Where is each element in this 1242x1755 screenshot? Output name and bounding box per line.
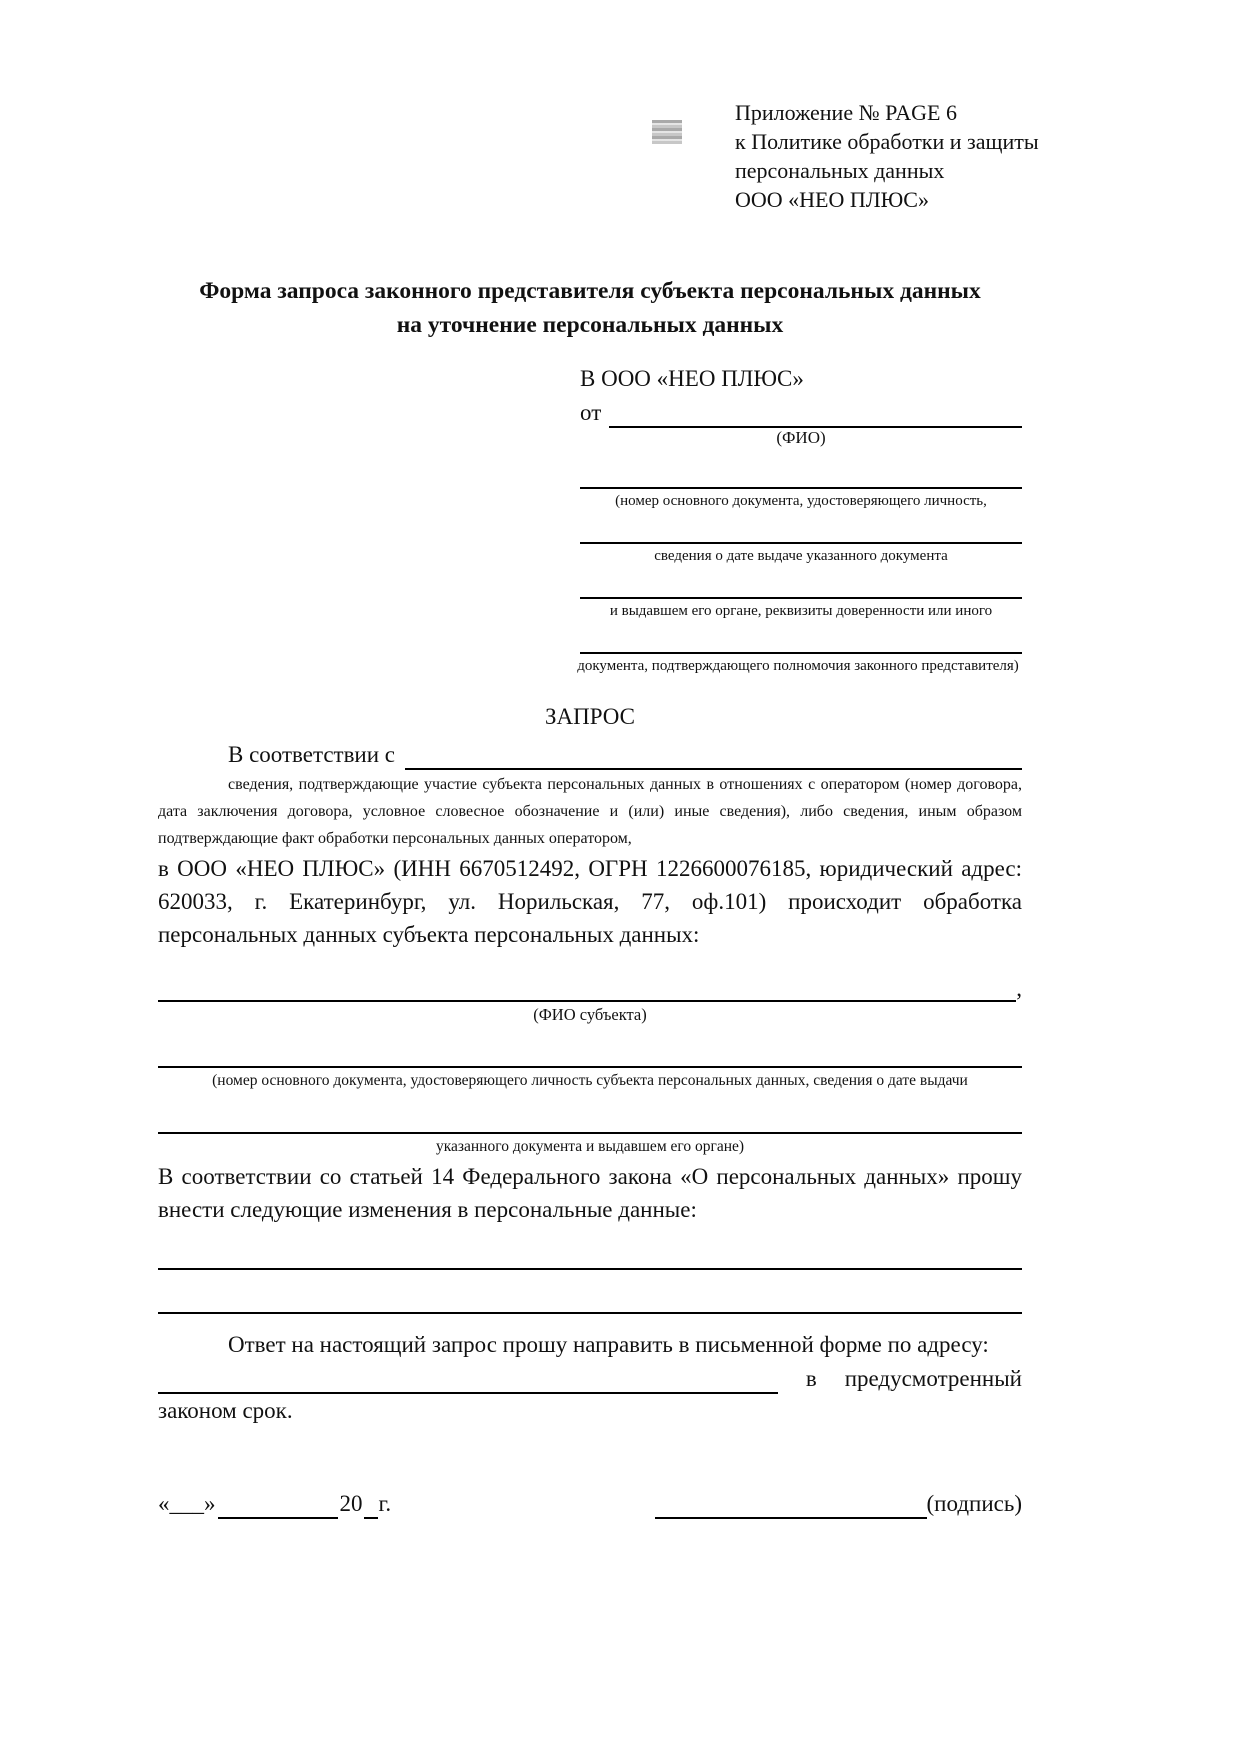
blank-line-subject-fio [158,972,1016,1002]
from-label: от [580,400,602,425]
reply-tail: законом срок. [158,1398,293,1423]
blank-line-changes-1 [158,1240,1022,1270]
request-heading: ЗАПРОС [544,704,636,729]
addressee-block [577,364,1022,675]
subject-fio-caption: (ФИО субъекта) [533,1005,647,1024]
appendix-line: Приложение № PAGE 6 [735,100,957,125]
reply-word-in: в [805,1366,817,1391]
subject-doc-caption-2: указанного документа и выдавшем его органе) [435,1138,745,1155]
doc-caption-3: и выдавшем его органе, реквизиты доверенности или иного [609,603,993,619]
signature-field [655,1489,1022,1519]
blank-line-basis [405,737,1022,770]
doc-field-1 [580,464,1022,510]
basis-label: В соответствии с [228,742,396,767]
policy-line-2: персональных данных [735,158,945,183]
blank-line-signature [655,1491,927,1519]
from-field [580,394,1022,428]
blank-line [580,519,1022,544]
doc-field-4 [577,629,1022,675]
org-name: ООО «НЕО ПЛЮС» [735,187,929,212]
basis-field [158,737,1022,770]
basis-footnote: сведения, подтверждающие участие субъекта персональных данных в отношениях с оператором (номер договора, дата заключения договора, условное словесное обозначение и (или) иные сведения), либо сведения, иным образом подтверждающие факт обработки персональных данных оператором, [158,776,1022,847]
operator-paragraph: в ООО «НЕО ПЛЮС» (ИНН 6670512492, ОГРН 1226600076185, юридический адрес: 620033, г. Екатеринбург, ул. Норильская, 77, оф.101) происходит обработка персональных данных субъекта персональных данных: [158,856,1022,947]
blank-line-year [364,1491,378,1519]
page-header [158,98,1039,216]
reply-address-field [158,1361,1022,1394]
blank-line-fio [609,394,1022,428]
blank-line-subject-doc-2 [158,1106,1022,1134]
subject-comma: , [1016,976,1022,1001]
policy-line-1: к Политике обработки и защиты [735,129,1039,154]
reply-paragraph: Ответ на настоящий запрос прошу направить в письменной форме по адресу: [228,1332,989,1357]
subject-doc-caption-1: (номер основного документа, удостоверяющего личность субъекта персональных данных, сведения о дате выдачи [212,1072,968,1089]
embedded-object-icon [652,120,682,144]
subject-fio-field [158,972,1022,1002]
document-title [158,274,1022,342]
blank-line [580,629,1022,654]
law-paragraph: В соответствии со статьей 14 Федерального закона «О персональных данных» прошу внести следующие изменения в персональные данные: [158,1164,1022,1222]
title-line-2: на уточнение персональных данных [396,312,784,338]
signature-caption: (подпись) [926,1491,1022,1516]
date-quoted: «___» [158,1491,216,1516]
doc-field-2 [580,519,1022,565]
signature-row [158,1489,1022,1519]
year-prefix: 20 [339,1491,363,1516]
doc-caption-4: документа, подтверждающего полномочия законного представителя) [577,658,1019,674]
blank-line-changes-2 [158,1270,1022,1314]
blank-line-address [158,1361,778,1394]
year-suffix: г. [378,1491,392,1516]
date-field [158,1489,391,1519]
blank-line-subject-doc-1 [158,1040,1022,1068]
blank-line-month [218,1491,338,1519]
doc-field-3 [580,574,1022,620]
reply-word-term: предусмотренный [844,1366,1022,1391]
title-line-1: Форма запроса законного представителя субъекта персональных данных [199,278,981,304]
blank-line [580,574,1022,599]
fio-caption: (ФИО) [776,428,826,447]
blank-line [580,464,1022,489]
doc-caption-2: сведения о дате выдаче указанного документа [654,548,948,564]
doc-caption-1: (номер основного документа, удостоверяющего личность, [615,493,987,509]
addressee-org: В ООО «НЕО ПЛЮС» [580,366,804,391]
appendix-block [735,98,1039,214]
